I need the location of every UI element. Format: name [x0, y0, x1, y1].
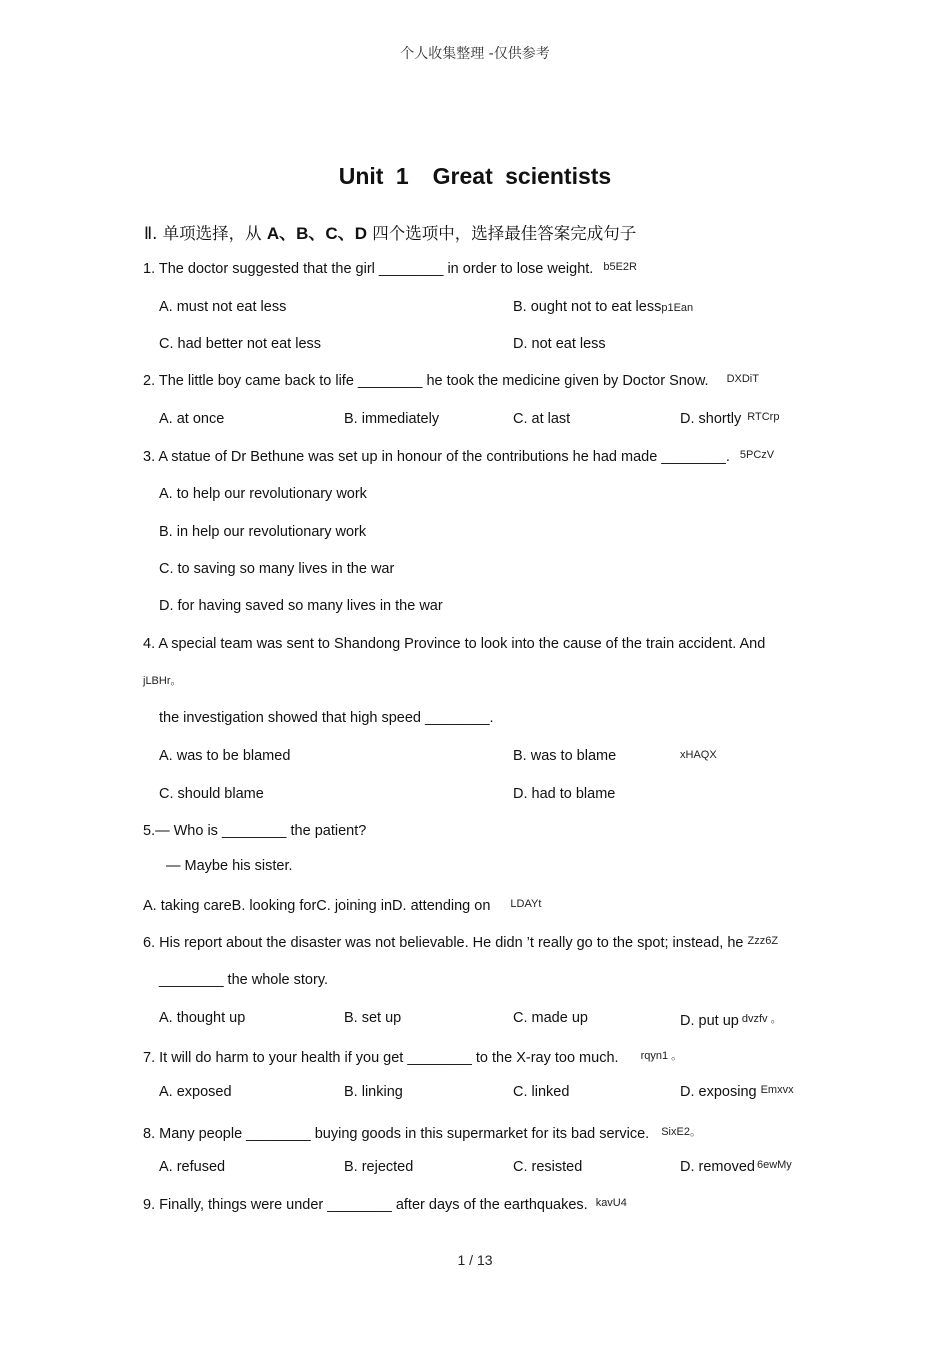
q4-b-code: xHAQX [680, 749, 717, 761]
q7-option-d: D. exposing $^{Emxvx}$ [680, 1084, 794, 1100]
question-5-stem: 5.— Who is ________ the patient? [143, 823, 367, 839]
q6-d-code: dvzfv 。 [741, 1013, 782, 1025]
q7-option-c: C. linked [513, 1084, 570, 1100]
q8-code: SixE2。 [661, 1126, 701, 1138]
q9-code: kavU4 [595, 1197, 627, 1209]
q5-code: LDAYt [510, 898, 542, 910]
page-header: 个人收集整理 -仅供参考 [400, 46, 550, 62]
q1-option-a: A. must not eat less [159, 299, 287, 315]
question-4-continuation: the investigation showed that high speed ________. [159, 710, 494, 726]
q4-code: jLBHr。 [143, 675, 182, 687]
q2-option-b: B. immediately [344, 411, 440, 427]
q4-option-c: C. should blame [159, 786, 264, 802]
q2-code: DXDiT [726, 373, 759, 385]
q6-option-b: B. set up [344, 1010, 402, 1026]
page-title [0, 163, 950, 190]
q6-option-a: A. thought up [159, 1010, 246, 1026]
q8-option-c: C. resisted [513, 1159, 583, 1175]
title-topic: Great scientists [432, 163, 612, 189]
q2-option-c: C. at last [513, 411, 571, 427]
q1-option-b: B. ought not to eat lessp1Ean [513, 299, 694, 315]
title-unit: Unit 1 [338, 163, 409, 189]
q3-option-d: D. for having saved so many lives in the war [159, 598, 443, 614]
q4-option-a: A. was to be blamed [159, 748, 291, 764]
q8-option-a: A. refused [159, 1159, 226, 1175]
question-6-continuation: ________ the whole story. [159, 972, 329, 988]
q8-option-d: D. removed $^{6ewMy}$ [680, 1159, 792, 1175]
q7-code: rqyn1 。 [640, 1050, 683, 1062]
q6-option-d: D. put up $^{dvzfv 。}$ [680, 1013, 782, 1029]
question-6-stem: 6. His report about the disaster was not believable. He didn ’t really go to the spot; instead, he $^{Zzz6Z}$ [143, 935, 779, 951]
q7-d-code: Emxvx [760, 1084, 794, 1096]
q3-code: 5PCzV [739, 449, 775, 461]
q2-d-code: RTCrp [747, 411, 780, 423]
q3-option-a: A. to help our revolutionary work [159, 486, 367, 502]
q1-code: b5E2R [603, 261, 637, 273]
question-4-stem: 4. A special team was sent to Shandong Province to look into the cause of the train accident. And [143, 636, 766, 652]
q4-option-b: B. was to blame [513, 748, 617, 764]
q1-option-d: D. not eat less [513, 336, 606, 352]
q4-option-d: D. had to blame [513, 786, 616, 802]
q2-option-d: D. shortly $^{RTCrp}$ [680, 411, 780, 427]
q7-option-a: A. exposed [159, 1084, 232, 1100]
q1-option-c: C. had better not eat less [159, 336, 322, 352]
question-9-stem: 9. Finally, things were under ________ after days of the earthquakes. $^{kavU4}$ [143, 1197, 627, 1213]
q5-options: A. taking careB. looking forC. joining inD. attending on $^{LDAYt}$ [143, 898, 542, 914]
q3-option-b: B. in help our revolutionary work [159, 524, 367, 540]
question-7-stem: 7. It will do harm to your health if you get ________ to the X-ray too much. $^{rqyn1 。}$ [143, 1050, 683, 1066]
q3-option-c: C. to saving so many lives in the war [159, 561, 395, 577]
section-heading [144, 219, 636, 244]
q2-option-a: A. at once [159, 411, 225, 427]
question-1-stem: 1. The doctor suggested that the girl ________ in order to lose weight. $^{b5E2R}$ [143, 261, 637, 277]
section-prefix: Ⅱ. 单项选择，从 [144, 224, 267, 243]
q8-option-b: B. rejected [344, 1159, 414, 1175]
q6-option-c: C. made up [513, 1010, 588, 1026]
q7-option-b: B. linking [344, 1084, 403, 1100]
q8-d-code: 6ewMy [756, 1159, 792, 1171]
question-8-stem: 8. Many people ________ buying goods in this supermarket for its bad service. $^{SixE2。}$ [143, 1126, 701, 1142]
question-3-stem: 3. A statue of Dr Bethune was set up in honour of the contributions he had made ________. $^{5PCzV}$ [143, 449, 775, 465]
q6-code: Zzz6Z [747, 935, 779, 947]
section-suffix: 四个选项中，选择最佳答案完成句子 [366, 224, 637, 243]
section-letters: A、B、C、D [266, 224, 367, 243]
q1-b-code: p1Ean [661, 302, 694, 314]
question-5-reply: — Maybe his sister. [166, 858, 293, 874]
page-number: 1 / 13 [457, 1252, 493, 1268]
question-2-stem: 2. The little boy came back to life ________ he took the medicine given by Doctor Snow. $^{DXDiT}$ [143, 373, 759, 389]
